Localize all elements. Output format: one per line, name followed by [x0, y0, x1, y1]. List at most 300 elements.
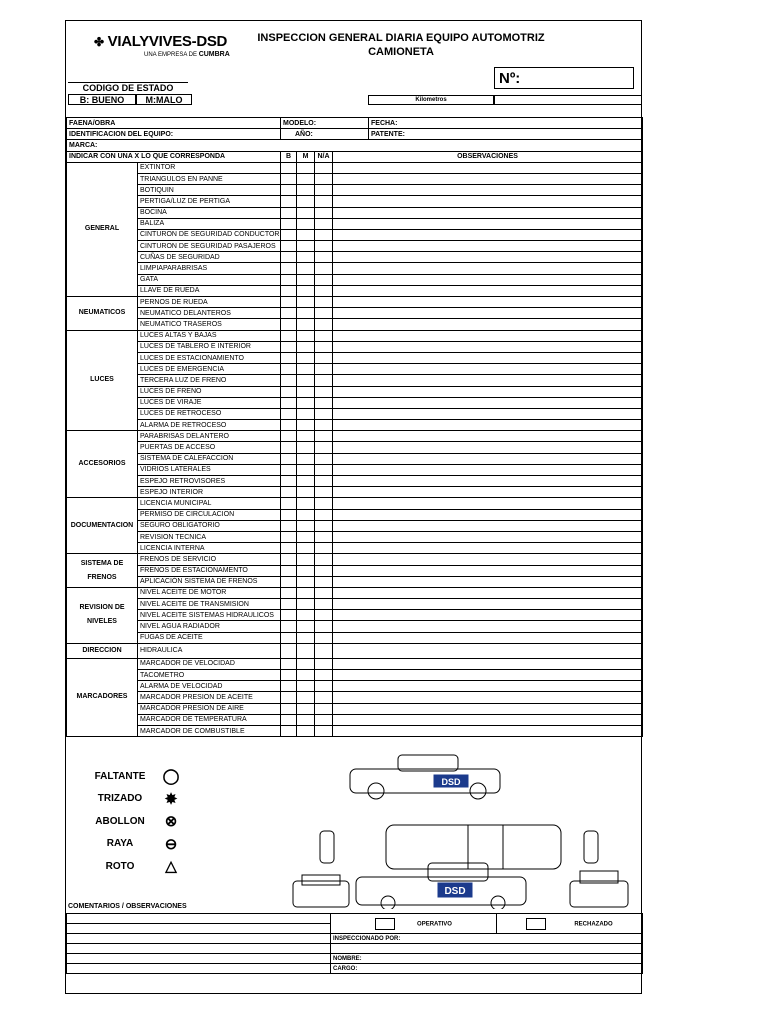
checkbox-b[interactable]: [281, 725, 297, 736]
checkbox-na[interactable]: [315, 487, 333, 498]
checkbox-na[interactable]: [315, 658, 333, 669]
checkbox-m[interactable]: [297, 173, 315, 184]
checkbox-m[interactable]: [297, 218, 315, 229]
checklist-row: [67, 725, 643, 736]
observation-cell[interactable]: [333, 543, 643, 554]
checkbox-m[interactable]: [297, 196, 315, 207]
checklist-row: [67, 319, 643, 330]
checkbox-m[interactable]: [297, 185, 315, 196]
checkbox-b[interactable]: [281, 658, 297, 669]
checkbox-m[interactable]: [297, 162, 315, 173]
checkbox-m[interactable]: [297, 229, 315, 240]
checkbox-b[interactable]: [281, 341, 297, 352]
checkbox-m[interactable]: [297, 420, 315, 431]
checkbox-na[interactable]: [315, 173, 333, 184]
checkbox-na[interactable]: [315, 274, 333, 285]
checklist-row: [67, 531, 643, 542]
blank-field[interactable]: [331, 944, 643, 954]
checklist-item-label: FUGAS DE ACEITE: [138, 632, 281, 643]
checkbox-m[interactable]: [297, 610, 315, 621]
checkbox-b[interactable]: [281, 352, 297, 363]
triangle-icon: △: [165, 858, 177, 876]
checklist-item-label: SISTEMA DE CALEFACCION: [138, 453, 281, 464]
checkbox-na[interactable]: [315, 476, 333, 487]
checkbox-na[interactable]: [315, 420, 333, 431]
checkbox-b[interactable]: [281, 520, 297, 531]
checkbox-b[interactable]: [281, 330, 297, 341]
checkbox-m[interactable]: [297, 397, 315, 408]
checkbox-m[interactable]: [297, 252, 315, 263]
checklist-row: [67, 576, 643, 587]
modelo-field[interactable]: MODELO:: [281, 118, 369, 129]
checklist-item-label: LUCES ALTAS Y BAJAS: [138, 330, 281, 341]
checkbox-na[interactable]: [315, 599, 333, 610]
legend-label: ROTO: [105, 860, 135, 872]
observation-cell[interactable]: [333, 229, 643, 240]
checkbox-m[interactable]: [297, 285, 315, 296]
checkbox-b[interactable]: [281, 442, 297, 453]
checkbox-m[interactable]: [297, 509, 315, 520]
observation-cell[interactable]: [333, 375, 643, 386]
checklist-body: [67, 162, 643, 736]
checkbox-na[interactable]: [315, 207, 333, 218]
observation-cell[interactable]: [333, 587, 643, 598]
checkbox-b[interactable]: [281, 218, 297, 229]
checklist-item-label: PUERTAS DE ACCESO: [138, 442, 281, 453]
checkbox-na[interactable]: [315, 431, 333, 442]
checkbox-na[interactable]: [315, 252, 333, 263]
checklist-row: [67, 643, 643, 658]
checklist-item-label: FRENOS DE ESTACIONAMENTO: [138, 565, 281, 576]
observation-cell[interactable]: [333, 520, 643, 531]
checkbox-m[interactable]: [297, 263, 315, 274]
checkbox-b[interactable]: [281, 509, 297, 520]
rechazado-option[interactable]: [497, 914, 643, 934]
observation-cell[interactable]: [333, 714, 643, 725]
checkbox-na[interactable]: [315, 196, 333, 207]
checklist-item-label: LIMPIAPARABRISAS: [138, 263, 281, 274]
checkbox-na[interactable]: [315, 386, 333, 397]
checkbox-na[interactable]: [315, 543, 333, 554]
observation-cell[interactable]: [333, 297, 643, 308]
checkbox-na[interactable]: [315, 565, 333, 576]
checklist-row: [67, 229, 643, 240]
checkbox-na[interactable]: [315, 229, 333, 240]
observation-cell[interactable]: [333, 252, 643, 263]
checkbox-m[interactable]: [297, 297, 315, 308]
status-code-title: CODIGO DE ESTADO: [68, 82, 188, 93]
checkbox-na[interactable]: [315, 453, 333, 464]
observation-cell[interactable]: [333, 464, 643, 475]
checkbox-b[interactable]: [281, 543, 297, 554]
checkbox-b[interactable]: [281, 681, 297, 692]
checkbox-b[interactable]: [281, 587, 297, 598]
checklist-row: [67, 442, 643, 453]
checklist-row: [67, 464, 643, 475]
observation-cell[interactable]: [333, 725, 643, 736]
observation-cell[interactable]: [333, 352, 643, 363]
observation-cell[interactable]: [333, 565, 643, 576]
checklist-row: [67, 565, 643, 576]
observation-cell[interactable]: [333, 487, 643, 498]
info-row: [67, 140, 643, 151]
checkbox-m[interactable]: [297, 714, 315, 725]
checkbox-na[interactable]: [315, 263, 333, 274]
comment-line[interactable]: [67, 934, 331, 944]
checkbox-b[interactable]: [281, 610, 297, 621]
checkbox-m[interactable]: [297, 487, 315, 498]
checkbox-b[interactable]: [281, 173, 297, 184]
truck-plan-view: [320, 825, 598, 869]
checkbox-m[interactable]: [297, 431, 315, 442]
checkbox-b[interactable]: [281, 375, 297, 386]
checkbox-b[interactable]: [281, 252, 297, 263]
observation-cell[interactable]: [333, 681, 643, 692]
fecha-field[interactable]: FECHA:: [369, 118, 643, 129]
checkbox-na[interactable]: [315, 498, 333, 509]
checkbox-na[interactable]: [315, 520, 333, 531]
observation-cell[interactable]: [333, 218, 643, 229]
checkbox-na[interactable]: [315, 364, 333, 375]
checklist-row: [67, 431, 643, 442]
inspection-form: [65, 20, 642, 994]
observation-cell[interactable]: [333, 442, 643, 453]
checkbox-b[interactable]: [281, 621, 297, 632]
checklist-item-label: ESPEJO INTERIOR: [138, 487, 281, 498]
identificacion-field[interactable]: IDENTIFICACION DEL EQUIPO:: [67, 129, 281, 140]
checklist-item-label: PARABRISAS DELANTERO: [138, 431, 281, 442]
observation-cell[interactable]: [333, 610, 643, 621]
checklist-row: [67, 330, 643, 341]
observation-cell[interactable]: [333, 509, 643, 520]
checklist-item-label: MARCADOR PRESION DE AIRE: [138, 703, 281, 714]
checkbox-m[interactable]: [297, 658, 315, 669]
checklist-row: [67, 621, 643, 632]
section-label: NEUMATICOS: [67, 297, 138, 331]
observation-cell[interactable]: [333, 576, 643, 587]
inspeccionado-field[interactable]: INSPECCIONADO POR:: [331, 934, 643, 944]
checkbox-b[interactable]: [281, 397, 297, 408]
checkbox-na[interactable]: [315, 610, 333, 621]
observation-cell[interactable]: [333, 703, 643, 714]
rechazado-checkbox[interactable]: [526, 918, 546, 930]
checklist-row: [67, 218, 643, 229]
checkbox-m[interactable]: [297, 621, 315, 632]
checklist-row: [67, 386, 643, 397]
checkbox-b[interactable]: [281, 297, 297, 308]
observation-cell[interactable]: [333, 330, 643, 341]
checkbox-b[interactable]: [281, 632, 297, 643]
checkbox-na[interactable]: [315, 681, 333, 692]
observation-cell[interactable]: [333, 420, 643, 431]
checkbox-na[interactable]: [315, 218, 333, 229]
checkbox-m[interactable]: [297, 386, 315, 397]
checkbox-m[interactable]: [297, 352, 315, 363]
observation-cell[interactable]: [333, 670, 643, 681]
observation-cell[interactable]: [333, 274, 643, 285]
checkbox-na[interactable]: [315, 632, 333, 643]
checkbox-m[interactable]: [297, 599, 315, 610]
checkbox-na[interactable]: [315, 185, 333, 196]
legend-label: ABOLLON: [95, 815, 145, 827]
observation-cell[interactable]: [333, 554, 643, 565]
checkbox-b[interactable]: [281, 241, 297, 252]
checkbox-m[interactable]: [297, 725, 315, 736]
status-code-bad: M:MALO: [136, 94, 192, 105]
checkbox-na[interactable]: [315, 670, 333, 681]
observation-cell[interactable]: [333, 263, 643, 274]
checkbox-na[interactable]: [315, 162, 333, 173]
section-label: REVISION DE NIVELES: [67, 587, 138, 643]
col-b-header: B: [281, 151, 297, 162]
legend-item: [84, 833, 186, 856]
checkbox-b[interactable]: [281, 576, 297, 587]
checklist-row: [67, 308, 643, 319]
checklist-row: [67, 352, 643, 363]
checkbox-b[interactable]: [281, 565, 297, 576]
checkbox-b[interactable]: [281, 670, 297, 681]
observation-cell[interactable]: [333, 632, 643, 643]
checklist-item-label: ALARMA DE RETROCESO: [138, 420, 281, 431]
checklist-item-label: NIVEL ACEITE DE MOTOR: [138, 587, 281, 598]
checklist-item-label: ALARMA DE VELOCIDAD: [138, 681, 281, 692]
checkbox-b[interactable]: [281, 162, 297, 173]
observation-cell[interactable]: [333, 173, 643, 184]
checkbox-na[interactable]: [315, 352, 333, 363]
checkbox-b[interactable]: [281, 319, 297, 330]
marca-field[interactable]: MARCA:: [67, 140, 643, 151]
comment-line[interactable]: [67, 924, 331, 934]
checkbox-m[interactable]: [297, 632, 315, 643]
checklist-item-label: GATA: [138, 274, 281, 285]
ano-field[interactable]: AÑO:: [281, 129, 369, 140]
checkbox-na[interactable]: [315, 375, 333, 386]
observation-cell[interactable]: [333, 241, 643, 252]
checklist-row: [67, 408, 643, 419]
checkbox-b[interactable]: [281, 714, 297, 725]
checkbox-na[interactable]: [315, 397, 333, 408]
nombre-field[interactable]: NOMBRE:: [331, 954, 643, 964]
comment-line[interactable]: [67, 944, 331, 954]
faena-field[interactable]: FAENA/OBRA: [67, 118, 281, 129]
checkbox-m[interactable]: [297, 681, 315, 692]
checklist-row: [67, 375, 643, 386]
checkbox-m[interactable]: [297, 464, 315, 475]
observation-cell[interactable]: [333, 285, 643, 296]
checkbox-b[interactable]: [281, 285, 297, 296]
table-header: [67, 151, 643, 162]
comment-line[interactable]: [67, 954, 331, 964]
section-label: LUCES: [67, 330, 138, 431]
checklist-item-label: CUÑAS DE SEGURIDAD: [138, 252, 281, 263]
section-label: DOCUMENTACION: [67, 498, 138, 554]
checkbox-m[interactable]: [297, 241, 315, 252]
observation-cell[interactable]: [333, 386, 643, 397]
observation-cell[interactable]: [333, 207, 643, 218]
observation-cell[interactable]: [333, 599, 643, 610]
circle-x-icon: ⊗: [164, 813, 178, 831]
observation-cell[interactable]: [333, 692, 643, 703]
checkbox-na[interactable]: [315, 319, 333, 330]
checkbox-m[interactable]: [297, 692, 315, 703]
checkbox-m[interactable]: [297, 319, 315, 330]
checkbox-na[interactable]: [315, 442, 333, 453]
checkbox-na[interactable]: [315, 531, 333, 542]
observation-cell[interactable]: [333, 658, 643, 669]
checkbox-m[interactable]: [297, 453, 315, 464]
checklist-item-label: MARCADOR DE VELOCIDAD: [138, 658, 281, 669]
patente-field[interactable]: PATENTE:: [369, 129, 643, 140]
checkbox-m[interactable]: [297, 330, 315, 341]
checklist-item-label: CINTURON DE SEGURIDAD PASAJEROS: [138, 241, 281, 252]
section-label: GENERAL: [67, 162, 138, 296]
checkbox-b[interactable]: [281, 263, 297, 274]
checklist-table: [66, 117, 643, 737]
observation-cell[interactable]: [333, 196, 643, 207]
checkbox-na[interactable]: [315, 341, 333, 352]
checklist-item-label: NEUMATICO DELANTEROS: [138, 308, 281, 319]
comment-line[interactable]: [67, 964, 331, 974]
checkbox-na[interactable]: [315, 464, 333, 475]
checkbox-m[interactable]: [297, 565, 315, 576]
info-row: [67, 118, 643, 129]
observation-cell[interactable]: [333, 498, 643, 509]
observation-cell[interactable]: [333, 453, 643, 464]
checklist-item-label: PERTIGA/LUZ DE PERTIGA: [138, 196, 281, 207]
checkbox-m[interactable]: [297, 442, 315, 453]
checkbox-m[interactable]: [297, 308, 315, 319]
checkbox-b[interactable]: [281, 274, 297, 285]
checklist-row: [67, 173, 643, 184]
operativo-checkbox[interactable]: [375, 918, 395, 930]
checklist-item-label: LUCES DE TABLERO E INTERIOR: [138, 341, 281, 352]
checkbox-na[interactable]: [315, 576, 333, 587]
checkbox-m[interactable]: [297, 498, 315, 509]
checkbox-na[interactable]: [315, 297, 333, 308]
checkbox-b[interactable]: [281, 185, 297, 196]
checkbox-b[interactable]: [281, 229, 297, 240]
checkbox-b[interactable]: [281, 408, 297, 419]
checkbox-m[interactable]: [297, 408, 315, 419]
checkbox-m[interactable]: [297, 703, 315, 714]
checkbox-b[interactable]: [281, 531, 297, 542]
legend-label: RAYA: [106, 838, 134, 850]
checkbox-b[interactable]: [281, 308, 297, 319]
checkbox-b[interactable]: [281, 431, 297, 442]
checkbox-na[interactable]: [315, 703, 333, 714]
checkbox-b[interactable]: [281, 554, 297, 565]
checkbox-m[interactable]: [297, 531, 315, 542]
checkbox-na[interactable]: [315, 714, 333, 725]
checkbox-na[interactable]: [315, 554, 333, 565]
checkbox-m[interactable]: [297, 670, 315, 681]
checkbox-m[interactable]: [297, 576, 315, 587]
checkbox-na[interactable]: [315, 241, 333, 252]
circle-minus-icon: ⊖: [164, 835, 178, 853]
checkbox-b[interactable]: [281, 207, 297, 218]
checkbox-m[interactable]: [297, 587, 315, 598]
checkbox-na[interactable]: [315, 725, 333, 736]
operativo-option[interactable]: [331, 914, 497, 934]
checklist-item-label: LUCES DE VIRAJE: [138, 397, 281, 408]
checkbox-m[interactable]: [297, 207, 315, 218]
checklist-item-label: TRIANGULOS EN PANNE: [138, 173, 281, 184]
checklist-item-label: EXTINTOR: [138, 162, 281, 173]
checkbox-b[interactable]: [281, 599, 297, 610]
kilometers-label: Kilometros: [368, 95, 494, 105]
checkbox-b[interactable]: [281, 386, 297, 397]
checkbox-na[interactable]: [315, 285, 333, 296]
cargo-field[interactable]: CARGO:: [331, 964, 643, 974]
observation-cell[interactable]: [333, 319, 643, 330]
checkbox-na[interactable]: [315, 509, 333, 520]
observation-cell[interactable]: [333, 531, 643, 542]
checkbox-b[interactable]: [281, 196, 297, 207]
checklist-item-label: BOCINA: [138, 207, 281, 218]
col-na-header: N/A: [315, 151, 333, 162]
comment-line[interactable]: [67, 914, 331, 924]
checkbox-m[interactable]: [297, 554, 315, 565]
checkbox-m[interactable]: [297, 375, 315, 386]
checkbox-b[interactable]: [281, 453, 297, 464]
observation-cell[interactable]: [333, 643, 643, 658]
checkbox-m[interactable]: [297, 274, 315, 285]
checkbox-na[interactable]: [315, 330, 333, 341]
checkbox-m[interactable]: [297, 341, 315, 352]
checkbox-b[interactable]: [281, 703, 297, 714]
checkbox-b[interactable]: [281, 487, 297, 498]
checklist-row: [67, 487, 643, 498]
checkbox-b[interactable]: [281, 420, 297, 431]
observation-cell[interactable]: [333, 431, 643, 442]
kilometers-field[interactable]: [494, 95, 642, 105]
checkbox-na[interactable]: [315, 408, 333, 419]
checkbox-na[interactable]: [315, 621, 333, 632]
form-number-field[interactable]: Nº:: [494, 67, 634, 89]
checkbox-na[interactable]: [315, 587, 333, 598]
checkbox-b[interactable]: [281, 692, 297, 703]
checkbox-b[interactable]: [281, 464, 297, 475]
checkbox-m[interactable]: [297, 364, 315, 375]
checkbox-b[interactable]: [281, 643, 297, 658]
observation-cell[interactable]: [333, 476, 643, 487]
diagram-brand-side: DSD: [444, 886, 466, 897]
checklist-item-label: TACOMETRO: [138, 670, 281, 681]
checklist-item-label: MARCADOR DE COMBUSTIBLE: [138, 725, 281, 736]
observation-cell[interactable]: [333, 397, 643, 408]
observation-cell[interactable]: [333, 162, 643, 173]
observation-cell[interactable]: [333, 185, 643, 196]
checklist-row: [67, 297, 643, 308]
checkbox-m[interactable]: [297, 476, 315, 487]
observation-cell[interactable]: [333, 364, 643, 375]
checklist-row: [67, 692, 643, 703]
checkbox-na[interactable]: [315, 643, 333, 658]
checkbox-b[interactable]: [281, 476, 297, 487]
checkbox-m[interactable]: [297, 543, 315, 554]
checkbox-na[interactable]: [315, 692, 333, 703]
observation-cell[interactable]: [333, 621, 643, 632]
observation-cell[interactable]: [333, 308, 643, 319]
checkbox-b[interactable]: [281, 364, 297, 375]
checkbox-m[interactable]: [297, 643, 315, 658]
checkbox-b[interactable]: [281, 498, 297, 509]
checkbox-m[interactable]: [297, 520, 315, 531]
checkbox-na[interactable]: [315, 308, 333, 319]
checklist-item-label: NIVEL ACEITE SISTEMAS HIDRAULICOS: [138, 610, 281, 621]
observation-cell[interactable]: [333, 408, 643, 419]
observation-cell[interactable]: [333, 341, 643, 352]
